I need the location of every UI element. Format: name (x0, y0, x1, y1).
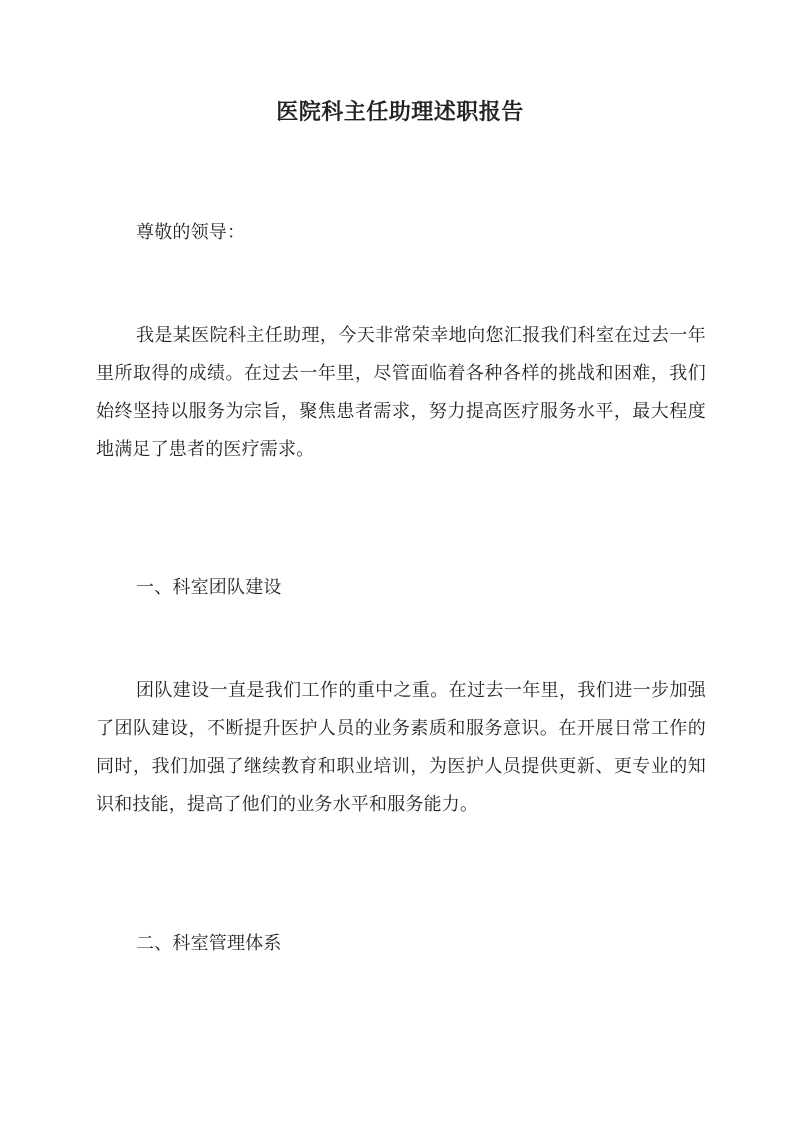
salutation: 尊敬的领导： (136, 222, 246, 243)
page-title: 医院科主任助理述职报告 (276, 99, 524, 125)
section-heading-management: 二、科室管理体系 (136, 933, 282, 954)
paragraph-intro: 我是某医院科主任助理，今天非常荣幸地向您汇报我们科室在过去一年里所取得的成绩。在过去一年里，尽管面临着各种各样的挑战和困难，我们始终坚持以服务为宗旨，聚焦患者需求，努力提高医疗服务水平，最大程度地满足了患者的医疗需求。 (96, 325, 706, 460)
paragraph-team: 团队建设一直是我们工作的重中之重。在过去一年里，我们进一步加强了团队建设，不断提升医护人员的业务素质和服务意识。在开展日常工作的同时，我们加强了继续教育和职业培训，为医护人员提供更新、更专业的知识和技能，提高了他们的业务水平和服务能力。 (96, 680, 706, 815)
section-heading-team: 一、科室团队建设 (136, 577, 282, 598)
